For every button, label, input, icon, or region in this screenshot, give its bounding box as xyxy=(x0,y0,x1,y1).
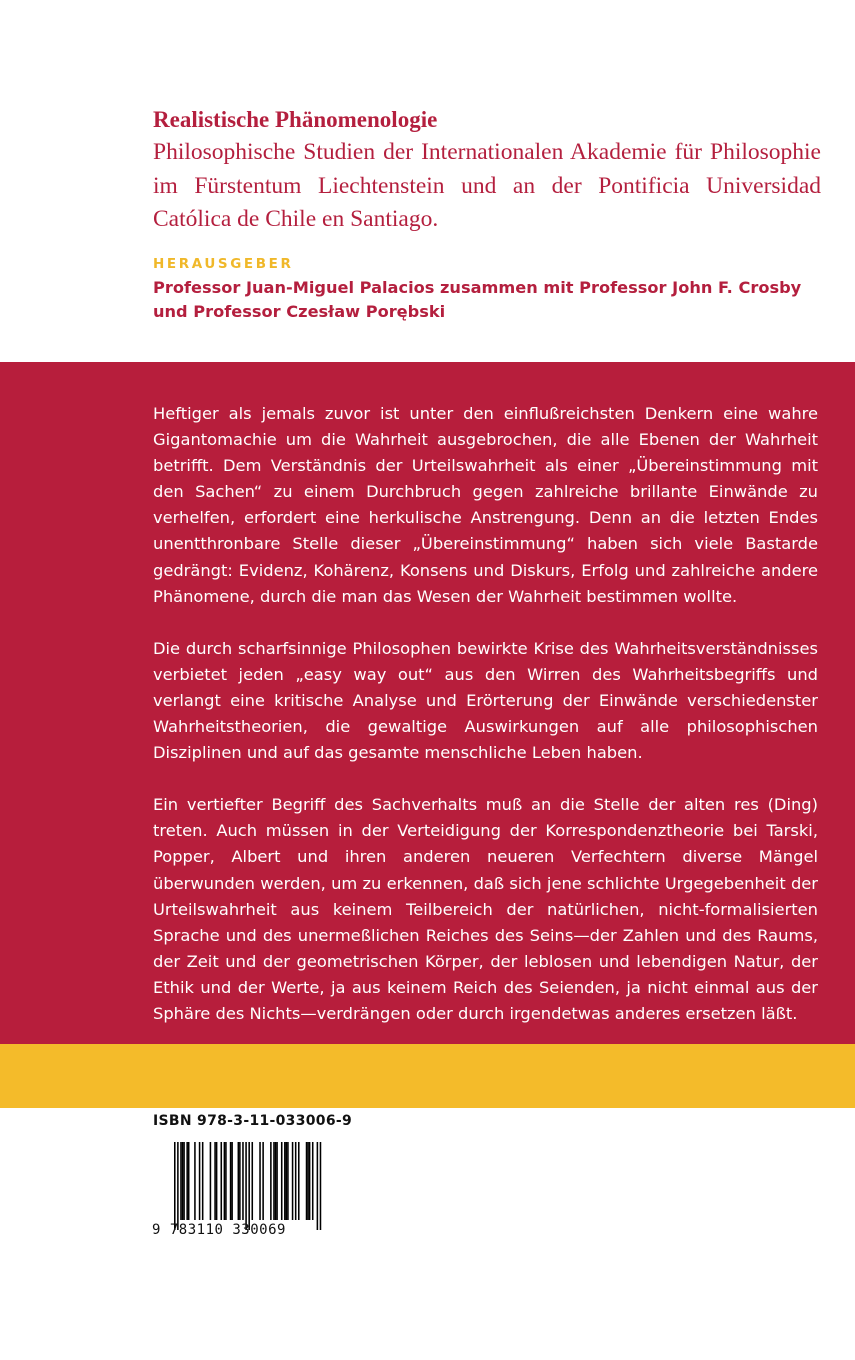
barcode-bar xyxy=(224,1142,226,1220)
barcode-bar xyxy=(186,1142,188,1220)
barcode-bar xyxy=(180,1142,182,1220)
barcode-bar xyxy=(182,1142,184,1220)
barcode-bar xyxy=(281,1142,283,1220)
barcode-digits: 9 783110 330069 xyxy=(152,1222,286,1238)
isbn-label: ISBN 978-3-11-033006-9 xyxy=(153,1113,353,1129)
barcode-bars xyxy=(152,1142,332,1232)
blurb-paragraph: Ein vertiefter Begriff des Sachverhalts muß an die Stelle der alten res (Ding) treten. Auch müssen in der Verteidigung der Korrespondenztheorie bei Tarski, Popper, Albert und ihren anderen neueren Verfechtern diverse Mängel überwunden werden, um zu erkennen, daß sich jene schlichte Urgegebenheit der Urteilswahrheit aus keinem Teilbereich der natürlichen, nicht-formalisierten Sprache und des unermeßlichen Reiches des Seins—der Zahlen und des Raums, der Zeit und der geometrischen Körper, der leblosen und lebendigen Natur, der Ethik und der Werte, ja aus keinem Reich des Seienden, ja nicht einmal aus der Sphäre des Nichts—verdrängen oder durch irgendetwas anderes ersetzen läßt. xyxy=(153,795,818,1023)
barcode-bar xyxy=(312,1142,314,1220)
barcode-bar xyxy=(275,1142,277,1220)
barcode-bar xyxy=(295,1142,297,1220)
barcode-bar xyxy=(270,1142,272,1220)
barcode-bar xyxy=(307,1142,309,1220)
barcode-bar xyxy=(216,1142,218,1220)
barcode-bar xyxy=(210,1142,212,1220)
barcode-bar xyxy=(188,1142,190,1220)
series-description: Philosophische Studien der Internationalen Akademie für Philosophie im Fürstentum Liechtenstein und an der Pontificia Universidad Católica de Chile en Santiago. xyxy=(153,139,821,232)
barcode-bar xyxy=(259,1142,261,1220)
barcode-bar xyxy=(230,1142,232,1220)
editors-label: HERAUSGEBER xyxy=(153,256,294,272)
barcode-bar xyxy=(262,1142,264,1220)
barcode-bar xyxy=(194,1142,196,1220)
barcode-bar xyxy=(273,1142,275,1220)
barcode-bar xyxy=(286,1142,288,1220)
blurb-paragraph: Heftiger als jemals zuvor ist unter den einflußreichsten Denkern eine wahre Gigantomachie um die Wahrheit ausgebrochen, die alle Ebenen der Wahrheit betrifft. Dem Verständnis der Urteilswahrheit als einer „Übereinstimmung mit den Sachen“ zu einem Durchbruch gegen zahlreiche brillante Einwände zu verhelfen, erfordert eine herkulische Anstrengung. Denn an die letzten Endes unentthronbare Stelle dieser „Übereinstimmung“ haben sich viele Bastarde gedrängt: Evidenz, Kohärenz, Konsens und Diskurs, Erfolg und zahlreiche andere Phänomene, durch die man das Wesen der Wahrheit bestimmen wollte. xyxy=(153,404,818,606)
barcode-bar xyxy=(174,1142,176,1230)
editors-block xyxy=(153,254,833,324)
barcode-bar xyxy=(306,1142,308,1220)
barcode-bar xyxy=(292,1142,294,1220)
blurb-paragraph: Die durch scharfsinnige Philosophen bewirkte Krise des Wahrheitsverständnisses verbietet jeden „easy way out“ aus den Wirren des Wahrheitsbegriffs und verlangt eine kritische Analyse und Erörterung der Einwände verschiedenster Wahrheitstheorien, die gewaltige Auswirkungen auf alle philosophischen Disziplinen und auf das gesamte menschliche Leben haben. xyxy=(153,638,818,763)
barcode-bar xyxy=(231,1142,233,1220)
barcode-bar xyxy=(239,1142,241,1220)
barcode-bar xyxy=(183,1142,185,1220)
series-block xyxy=(153,104,821,237)
barcode-bar xyxy=(242,1142,244,1220)
barcode-bar xyxy=(202,1142,204,1220)
barcode-bar xyxy=(284,1142,286,1220)
barcode-bar xyxy=(214,1142,216,1220)
barcode-bar xyxy=(309,1142,311,1220)
barcode-bar xyxy=(287,1142,289,1220)
barcode-bar xyxy=(225,1142,227,1220)
barcode-bar xyxy=(221,1142,223,1220)
barcode-bar xyxy=(199,1142,201,1220)
gold-band xyxy=(0,1044,855,1108)
barcode-bar xyxy=(317,1142,319,1230)
barcode-bar xyxy=(177,1142,179,1230)
barcode-bar xyxy=(298,1142,300,1220)
blurb-text xyxy=(153,401,818,1053)
barcode-bar xyxy=(320,1142,322,1230)
barcode-bar xyxy=(276,1142,278,1220)
editors-names: Professor Juan-Miguel Palacios zusammen mit Professor John F. Crosby und Professor Czesław Porębski xyxy=(153,278,802,321)
barcode-bar xyxy=(248,1142,250,1230)
barcode-bar xyxy=(238,1142,240,1220)
series-title: Realistische Phänomenologie xyxy=(153,107,438,132)
barcode-bar xyxy=(252,1142,254,1220)
barcode-bar xyxy=(245,1142,247,1230)
